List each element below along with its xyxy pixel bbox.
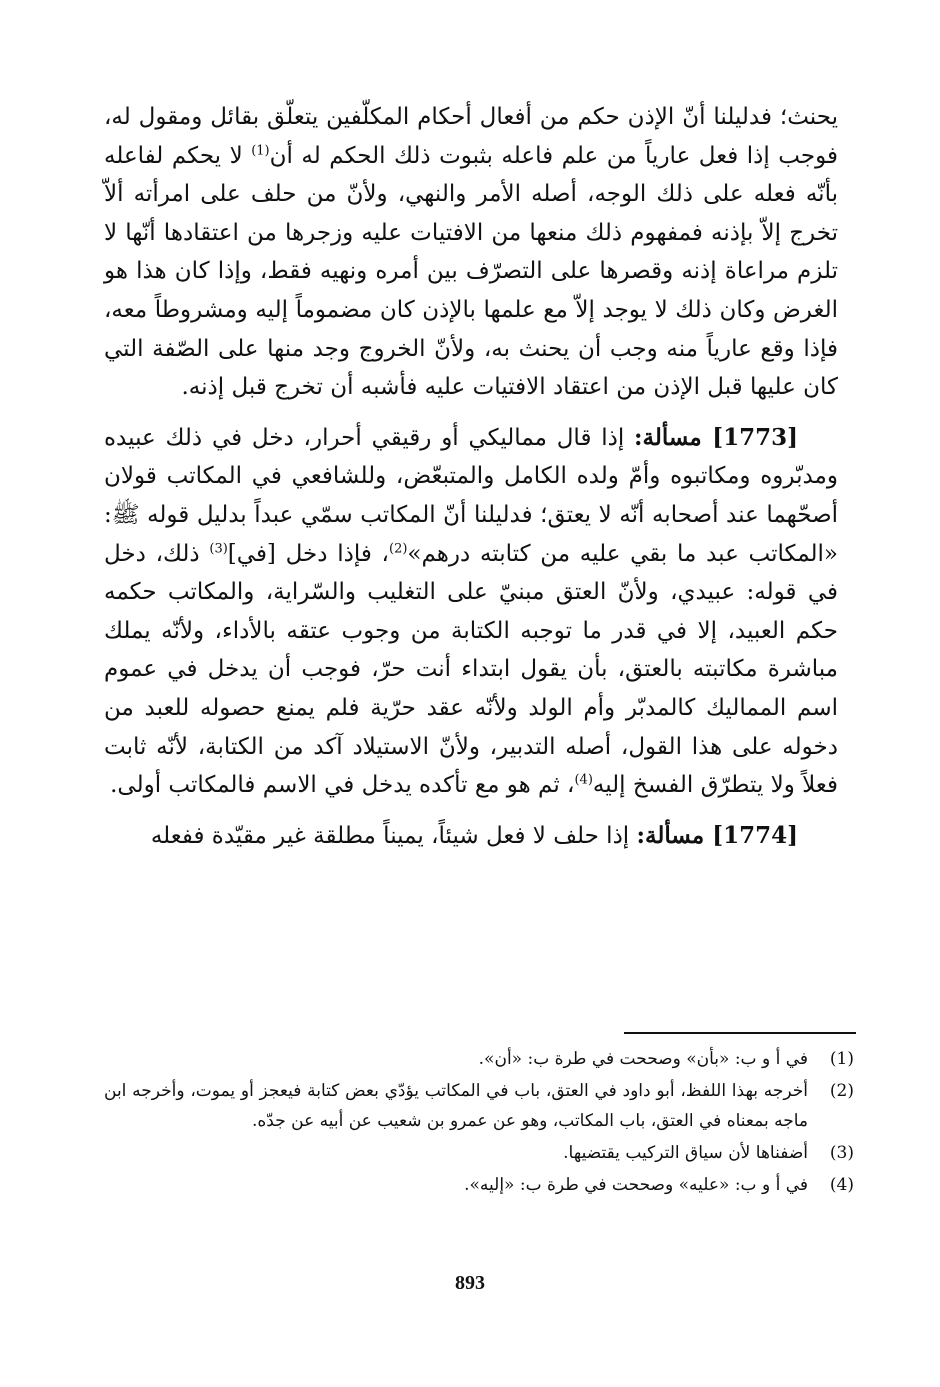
footnote-divider <box>624 1032 856 1034</box>
footnote-number: (4) <box>829 1175 854 1195</box>
footnote-text: أضفناها لأن سياق التركيب يقتضيها. <box>563 1143 808 1163</box>
paragraph-issue-1773 <box>104 419 838 805</box>
footnote-4 <box>104 1170 854 1200</box>
footnote-text: في أ و ب: «بأن» وصححت في طرة ب: «أن». <box>478 1049 808 1069</box>
footnote-number: (3) <box>829 1143 854 1163</box>
paragraph-1 <box>104 98 838 407</box>
paragraph-1-text: يحنث؛ فدليلنا أنّ الإذن حكم من أفعال أحكام المكلّفين يتعلّق بقائل ومقول له، فوجب إذا فعل عارياً من علم فاعله بثبوت ذلك الحكم له أن <box>104 104 838 169</box>
footnote-3 <box>104 1138 854 1168</box>
footnote-ref-1: (1) <box>251 142 270 158</box>
issue-1773-text-c: ذلك، دخل في قوله: عبيدي، ولأنّ العتق مبنيّ على التغليب والسّراية، والمكاتب حكمه حكم العبيد، إلا في قدر ما توجبه الكتابة من وجوب عتقه بالأداء، ولأنّه يملك مباشرة مكاتبته بالعتق، بأن يقول ابتداء أنت حرّ، فوجب أن يدخل في عموم اسم المماليك كالمدبّر وأم الولد ولأنّه عقد حرّية فلم يمنع حصوله للعبد من دخوله على هذا القول، أصله التدبير، ولأنّ الاستيلاد آكد من الكتابة، لأنّه ثابت فعلاً ولا يتطرّق الفسخ إليه <box>104 540 838 799</box>
page-number: 893 <box>455 1272 485 1294</box>
footnote-number: (1) <box>829 1049 854 1069</box>
footnote-text: في أ و ب: «عليه» وصححت في طرة ب: «إليه». <box>464 1175 808 1195</box>
footnote-ref-2: (2) <box>388 540 408 556</box>
footnote-text: أخرجه بهذا اللفظ، أبو داود في العتق، باب في المكاتب يؤدّي بعض كتابة فيعجز أو يموت، وأخرجه ابن ماجه بمعناه في العتق، باب المكاتب، وهو عن عمرو بن شعيب عن أبيه عن جدّه. <box>104 1081 808 1131</box>
footnotes <box>104 1044 854 1202</box>
issue-label-1774: [1774] مسألة: <box>636 821 798 849</box>
footnote-ref-3: (3) <box>209 540 228 556</box>
footnote-number: (2) <box>829 1081 854 1101</box>
issue-1773-text-a: إذا قال مماليكي أو رقيقي أحرار، دخل في ذلك عبيده ومدبّروه ومكاتبوه وأمّ ولده الكامل والمتبعّض، وللشافعي في المكاتب قولان أصحّهما عند أصحابه أنّه لا يعتق؛ فدليلنا أنّ المكاتب سمّي عبداً بدليل قوله ﷺ: «المكاتب عبد ما بقي عليه من كتابته درهم» <box>104 424 838 567</box>
issue-label-1773: [1773] مسألة: <box>634 423 798 451</box>
paragraph-1-continuation: لا يحكم لفاعله بأنّه فعله على ذلك الوجه، أصله الأمر والنهي، ولأنّ من حلف على امرأته ألاّ تخرج إلاّ بإذنه فمفهوم ذلك منعها من الافتيات عليه وزجرها من اعتقادها أنّها لا تلزم مراعاة إذنه وقصرها على التصرّف بين أمره ونهيه فقط، وإذا كان هذا هو الغرض وكان ذلك لا يوجد إلاّ مع علمها بالإذن كان مضموماً إليه ومشروطاً معه، فإذا وقع عارياً منه وجب أن يحنث به، ولأنّ الخروج وجد منها على الصّفة التي كان عليها قبل الإذن من اعتقاد الافتيات عليه فأشبه أن تخرج قبل إذنه. <box>104 142 838 401</box>
main-text <box>104 98 838 855</box>
paragraph-issue-1774 <box>104 817 838 856</box>
issue-1774-text: إذا حلف لا فعل شيئاً، يميناً مطلقة غير مقيّدة ففعله <box>150 822 637 849</box>
footnote-1 <box>104 1044 854 1074</box>
footnote-2 <box>104 1076 854 1136</box>
issue-1773-text-b: ، فإذا دخل [في] <box>227 540 389 567</box>
footnote-ref-4: (4) <box>574 772 593 788</box>
issue-1773-text-d: ، ثم هو مع تأكده يدخل في الاسم فالمكاتب أولى. <box>110 772 575 799</box>
